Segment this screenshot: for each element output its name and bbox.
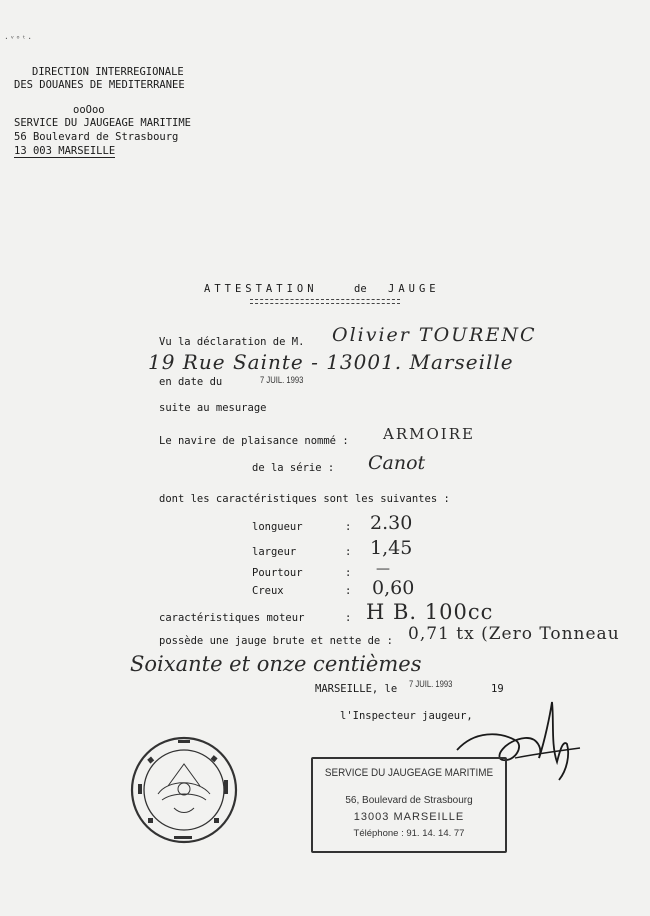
place-label: MARSEILLE, le — [315, 683, 398, 695]
header-line-4: 56 Boulevard de Strasbourg — [14, 131, 179, 143]
service-stamp — [311, 757, 507, 853]
largeur-colon: : — [345, 546, 352, 558]
jauge-label: possède une jauge brute et nette de : — [159, 635, 393, 647]
header-line-1: DIRECTION INTERREGIONALE — [32, 66, 184, 78]
stamp-line-3: 13003 MARSEILLE — [353, 811, 465, 823]
stamp-line-1: SERVICE DU JAUGEAGE MARITIME — [324, 767, 494, 779]
pourtour-value: — — [376, 561, 390, 577]
year-suffix: 19 — [491, 683, 504, 695]
declaration-address: 19 Rue Sainte - 13001. Marseille — [148, 350, 514, 374]
longueur-value: 2.30 — [370, 512, 413, 534]
title-word-3: JAUGE — [388, 283, 440, 295]
serie-value: Canot — [368, 452, 426, 474]
date-stamp: 7 JUIL. 1993 — [260, 375, 304, 385]
date-label: en date du — [159, 376, 223, 388]
moteur-value: H B. 100cc — [366, 600, 494, 624]
creux-label: Creux — [252, 585, 284, 597]
place-date-stamp: 7 JUIL. 1993 — [409, 679, 453, 689]
title-word-2: de — [354, 283, 367, 295]
moteur-label: caractéristiques moteur — [159, 612, 305, 624]
header-separator: ooOoo — [73, 104, 105, 116]
navire-label: Le navire de plaisance nommé : — [159, 435, 349, 447]
header-line-3: SERVICE DU JAUGEAGE MARITIME — [14, 117, 192, 129]
inspector-label: l'Inspecteur jaugeur, — [340, 710, 473, 722]
stamp-line-2: 56, Boulevard de Strasbourg — [345, 795, 473, 806]
largeur-value: 1,45 — [370, 537, 413, 559]
title-word-1: ATTESTATION — [204, 283, 318, 295]
header-line-2: DES DOUANES DE MEDITERRANEE — [14, 79, 185, 91]
navire-name: ARMOIRE — [383, 425, 475, 443]
moteur-colon: : — [345, 612, 352, 624]
corner-mark: ·ᵛᵒᵗ· — [4, 34, 34, 43]
title-underline — [250, 299, 400, 304]
declaration-name: Olivier TOURENC — [332, 324, 537, 346]
mesurage-label: suite au mesurage — [159, 402, 267, 414]
jauge-value: 0,71 tx (Zero Tonneau — [408, 624, 620, 644]
creux-value: 0,60 — [372, 577, 415, 599]
jauge-words: Soixante et onze centièmes — [130, 652, 422, 676]
pourtour-colon: : — [345, 567, 352, 579]
stamp-line-4: Téléphone : 91. 14. 14. 77 — [353, 828, 465, 839]
header-line-5: 13 003 MARSEILLE — [14, 145, 116, 157]
largeur-label: largeur — [252, 546, 297, 558]
creux-colon: : — [345, 585, 352, 597]
pourtour-label: Pourtour — [252, 567, 303, 579]
serie-label: de la série : — [252, 462, 335, 474]
longueur-colon: : — [345, 521, 352, 533]
declaration-label: Vu la déclaration de M. — [159, 336, 305, 348]
longueur-label: longueur — [252, 521, 303, 533]
round-seal — [128, 734, 240, 846]
caracteristiques-label: dont les caractéristiques sont les suivantes : — [159, 493, 450, 505]
